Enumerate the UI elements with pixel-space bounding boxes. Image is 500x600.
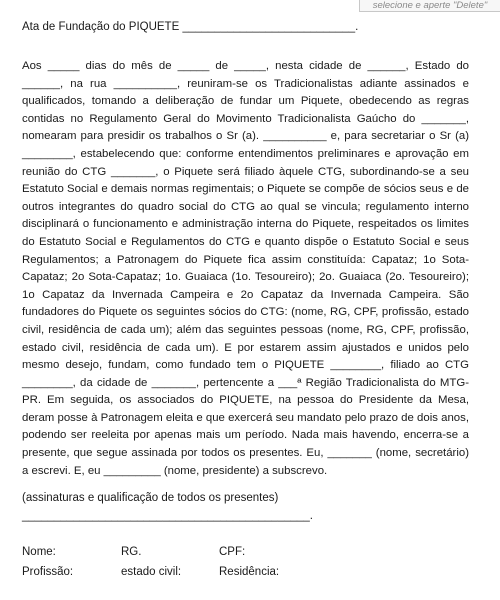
signature-line: _____________________________________________. (22, 510, 314, 522)
field-estado-civil: estado civil: (121, 566, 182, 578)
field-residencia: Residência: (219, 566, 280, 578)
field-profissao: Profissão: (22, 566, 74, 578)
field-nome: Nome: (22, 546, 56, 558)
field-cpf: CPF: (219, 546, 246, 558)
signatures-heading: (assinaturas e qualificação de todos os presentes) (22, 492, 279, 504)
field-rg: RG. (121, 546, 142, 558)
delete-hint: selecione e aperte "Delete" (359, 0, 500, 12)
document-body: Aos _____ dias do mês de _____ de _____, nesta cidade de ______, Estado do ______, na rua __________, reuniram-se os Tradicionalistas adiante assinados e qualificados, tomando a deliberação de fundar um Piquete, obedecendo as regras contidas no Regulamento Geral do Movimento Tradicionalista Gaúcho do _______, nomearam para presidir os trabalhos o Sr (a). __________ e, para secretariar o Sr (a) ________, estabelecendo que: conforme entendimentos preliminares e aprovação em reunião do CTG _______, o Piquete será filiado àquele CTG, subordinando-se a seu Estatuto Social e demais normas regimentais; o Piquete se compõe de sócios seus e de outros integrantes do quadro social do CTG ao qual se vincula; regulamento interno disciplinará o funcionamento e administração interna do Piquete, respeitados os limites do Estatuto Social e Regulamentos do CTG e quanto dispõe o Estatuto Social e seus Regulamentos; a Patronagem do Piquete fica assim constituída: Capataz; 1o Sota-Capataz; 2o Sota-Capataz; 1o. Guaiaca (1o. Tesoureiro); 2o. Guaiaca (2o. Tesoureiro); 1o Capataz da Invernada Campeira e 2o Capataz da Invernada Campeira. São fundadores do Piquete os seguintes sócios do CTG: (nome, RG, CPF, profissão, estado civil, residência de cada um); além das seguintes pessoas (nome, RG, CPF, profissão, estado civil, residência de cada um). E por estarem assim ajustados e unidos pelo mesmo desejo, fundam, como fundado tem o PIQUETE ________, filiado ao CTG ________, da cidade de _______, pertencente a ___ª Região Tradicionalista do MTG-PR. Em seguida, os associados do PIQUETE, na pessoa do Presidente da Mesa, deram posse à Patronagem eleita e que exercerá seu mandato pelo prazo de dois anos, podendo ser reeleita por apenas mais um período. Nada mais havendo, encerra-se a presente, que segue assinada por todos os presentes. Eu, _______ (nome, secretário) a escrevi. E, eu _________ (nome, presidente) a subscrevo. (22, 60, 469, 477)
document-title: Ata de Fundação do PIQUETE ___________________________. (22, 21, 359, 33)
